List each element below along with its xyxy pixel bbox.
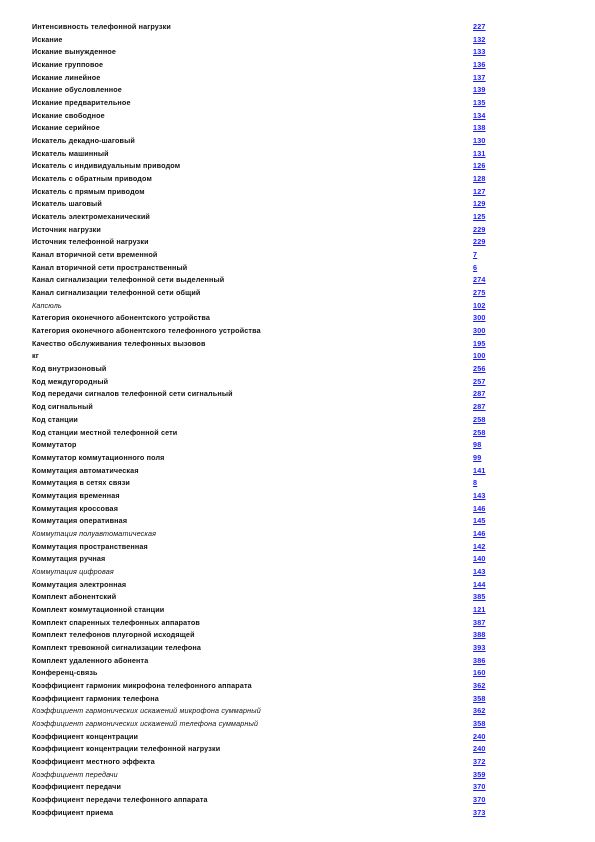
page-link[interactable]: 134 [473,110,486,120]
index-entry [32,160,488,173]
page-link[interactable]: 144 [473,579,486,589]
page-link[interactable]: 142 [473,541,486,551]
index-term: Коммутация пространственная [32,541,148,551]
index-term: Капсюль [32,300,62,310]
index-term: Комплект коммутационной станции [32,604,165,614]
page-link[interactable]: 102 [473,300,486,310]
index-entry [32,477,488,490]
page-link[interactable]: 388 [473,630,486,640]
index-term: Коэффициент местного эффекта [32,756,155,766]
page-link[interactable]: 136 [473,60,486,70]
index-entry [32,186,488,199]
page-link[interactable]: 131 [473,148,486,158]
index-entry [32,642,488,655]
page-link[interactable]: 387 [473,617,486,627]
index-term: Коммутация автоматическая [32,465,139,475]
page-link[interactable]: 146 [473,528,486,538]
page-link[interactable]: 146 [473,503,486,513]
index-term: Коммутатор [32,440,77,450]
index-term: Коэффициент гармоник телефона [32,693,159,703]
index-entry [32,388,488,401]
index-term: Коммутация временная [32,490,120,500]
page-link[interactable]: 386 [473,655,486,665]
index-term: Код сигнальный [32,402,93,412]
page-link[interactable]: 137 [473,72,486,82]
index-entry [32,249,488,262]
page-link[interactable]: 143 [473,566,486,576]
index-term: Искатель с обратным приводом [32,174,152,184]
index-entry [32,236,488,249]
page-link[interactable]: 195 [473,338,486,348]
index-term: Источник телефонной нагрузки [32,237,149,247]
index-term: Искание предварительное [32,98,131,108]
page-link[interactable]: 370 [473,782,486,792]
index-entry [32,84,488,97]
index-term: Коэффициент гармоник микрофона телефонного аппарата [32,680,252,690]
page-link[interactable]: 373 [473,807,486,817]
index-term: Коммутация полуавтоматическая [32,528,157,538]
page-link[interactable]: 275 [473,288,486,298]
index-term: Код внутризоновый [32,364,107,374]
page-link[interactable]: 7 [473,250,478,260]
index-term: Коэффициент концентрации телефонной нагрузки [32,744,221,754]
index-entry [32,21,488,34]
index-entry [32,743,488,756]
index-entry [32,680,488,693]
index-entry [32,794,488,807]
page-link[interactable]: 126 [473,161,486,171]
index-entry [32,591,488,604]
index-entry [32,427,488,440]
index-entry [32,122,488,135]
index-entry [32,97,488,110]
index-term: кг [32,351,39,361]
page-link[interactable]: 160 [473,668,486,678]
index-term: Канал вторичной сети временной [32,250,158,260]
index-entry [32,604,488,617]
index-term: Канал вторичной сети пространственный [32,262,188,272]
page-link[interactable]: 362 [473,680,486,690]
page-link[interactable]: 100 [473,351,486,361]
page-link[interactable]: 393 [473,642,486,652]
index-term: Коммутация оперативная [32,516,128,526]
page-link[interactable]: 240 [473,744,486,754]
index-term: Коммутация цифровая [32,566,114,576]
index-term: Искание линейное [32,72,101,82]
index-entry [32,34,488,47]
page-link[interactable]: 135 [473,98,486,108]
index-entry [32,667,488,680]
index-term: Категория оконечного абонентского устройства [32,313,210,323]
index-entry [32,224,488,237]
page-link[interactable]: 127 [473,186,486,196]
index-term: Коммутация ручная [32,554,106,564]
index-entry [32,439,488,452]
index-term: Искание свободное [32,110,105,120]
page-link[interactable]: 229 [473,224,486,234]
page-link[interactable]: 258 [473,414,486,424]
index-term: Комплект тревожной сигнализации телефона [32,642,202,652]
index-term: Искатель шаговый [32,199,102,209]
page-link[interactable]: 6 [473,262,478,272]
index-entry [32,452,488,465]
index-entry [32,350,488,363]
index-list [32,21,488,819]
page-link[interactable]: 240 [473,731,486,741]
page-link[interactable]: 287 [473,389,486,399]
index-entry [32,781,488,794]
index-entry [32,490,488,503]
index-term: Коэффициент концентрации [32,731,139,741]
page-link[interactable]: 362 [473,706,486,716]
index-term: Коэффициент гармонических искажений телефона суммарный [32,718,259,728]
index-entry [32,287,488,300]
index-entry [32,629,488,642]
index-term: Коэффициент передачи телефонного аппарата [32,794,208,804]
index-term: Комплект удаленного абонента [32,655,149,665]
index-entry [32,503,488,516]
index-entry [32,46,488,59]
index-term: Коммутация кроссовая [32,503,119,513]
index-entry [32,541,488,554]
index-term: Интенсивность телефонной нагрузки [32,22,171,31]
page-link[interactable]: 138 [473,123,486,133]
page-link[interactable]: 133 [473,47,486,57]
page-link[interactable]: 229 [473,237,486,247]
page-link[interactable]: 140 [473,554,486,564]
index-term: Искание серийное [32,123,100,133]
page-link[interactable]: 132 [473,34,486,44]
index-term: Код междугородный [32,376,109,386]
page-link[interactable]: 372 [473,756,486,766]
page-link[interactable]: 359 [473,769,486,779]
index-term: Искание групповое [32,60,104,70]
page-link[interactable]: 274 [473,275,486,285]
index-term: Коэффициент передачи [32,782,122,792]
index-term: Комплект спаренных телефонных аппаратов [32,617,200,627]
index-term: Коэффициент приема [32,807,114,817]
index-entry [32,59,488,72]
index-term: Искатель с индивидуальным приводом [32,161,181,171]
index-term: Категория оконечного абонентского телефонного устройства [32,326,261,336]
index-entry [32,338,488,351]
page-link[interactable]: 143 [473,490,486,500]
page-link[interactable]: 300 [473,326,486,336]
index-entry [32,262,488,275]
page-link[interactable]: 121 [473,604,486,614]
index-entry [32,135,488,148]
index-entry [32,528,488,541]
index-entry [32,110,488,123]
index-entry [32,414,488,427]
index-term: Канал сигнализации телефонной сети общий [32,288,201,298]
page-link[interactable]: 258 [473,427,486,437]
page-link[interactable]: 300 [473,313,486,323]
index-term: Код передачи сигналов телефонной сети сигнальный [32,389,233,399]
page-link[interactable]: 256 [473,364,486,374]
index-entry [32,515,488,528]
page-link[interactable]: 358 [473,693,486,703]
index-entry [32,731,488,744]
page-link[interactable]: 129 [473,199,486,209]
index-entry [32,579,488,592]
index-term: Коммутация в сетях связи [32,478,130,488]
index-entry [32,148,488,161]
index-entry [32,198,488,211]
index-entry [32,693,488,706]
index-term: Искатель декадно-шаговый [32,136,135,146]
index-entry [32,718,488,731]
page-link[interactable]: 128 [473,174,486,184]
page-link[interactable]: 98 [473,440,482,450]
index-term: Источник нагрузки [32,224,101,234]
index-entry [32,617,488,630]
index-entry [32,325,488,338]
page-link[interactable]: 385 [473,592,486,602]
index-entry [32,363,488,376]
page-link[interactable]: 99 [473,452,482,462]
index-entry [32,553,488,566]
index-entry [32,376,488,389]
index-term: Код станции [32,414,79,424]
index-term: Код станции местной телефонной сети [32,427,178,437]
page-link[interactable]: 227 [473,22,486,31]
index-entry [32,566,488,579]
page-link[interactable]: 370 [473,794,486,804]
index-entry [32,655,488,668]
index-term: Искатель электромеханический [32,212,150,222]
index-term: Искание [32,34,63,44]
index-entry [32,705,488,718]
index-entry [32,274,488,287]
page-link[interactable]: 287 [473,402,486,412]
index-entry [32,312,488,325]
page-link[interactable]: 125 [473,212,486,222]
index-term: Комплект абонентский [32,592,117,602]
index-entry [32,300,488,313]
index-term: Комплект телефонов плугорной исходящей [32,630,195,640]
index-term: Конференц-связь [32,668,98,678]
page-link[interactable]: 257 [473,376,486,386]
index-entry [32,756,488,769]
page-link[interactable]: 130 [473,136,486,146]
index-term: Искание обусловленное [32,85,122,95]
index-term: Канал сигнализации телефонной сети выделенный [32,275,225,285]
index-entry [32,211,488,224]
index-term: Искатель с прямым приводом [32,186,145,196]
index-term: Коэффициент передачи [32,769,118,779]
index-entry [32,72,488,85]
index-term: Искатель машинный [32,148,109,158]
index-entry [32,173,488,186]
index-term: Коэффициент гармонических искажений микрофона суммарный [32,706,261,716]
index-entry [32,401,488,414]
index-entry [32,807,488,820]
index-term: Коммутатор коммутационного поля [32,452,165,462]
page-link[interactable]: 141 [473,465,486,475]
index-entry [32,465,488,478]
index-term: Коммутация электронная [32,579,127,589]
page-link[interactable]: 8 [473,478,478,488]
page-link[interactable]: 145 [473,516,486,526]
index-entry [32,769,488,782]
index-term: Качество обслуживания телефонных вызовов [32,338,206,348]
page-link[interactable]: 358 [473,718,486,728]
page-link[interactable]: 139 [473,85,486,95]
index-term: Искание вынужденное [32,47,117,57]
